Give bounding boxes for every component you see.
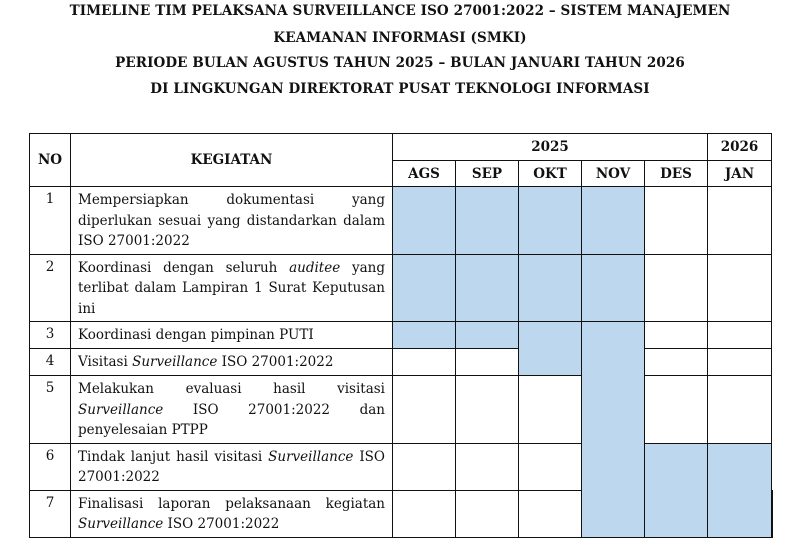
cell-sep-active: [456, 322, 519, 349]
activity-text: yang terlibat dalam Lampiran 1 Surat Keputusan ini: [78, 259, 385, 317]
activity-cell: [71, 443, 393, 490]
cell-des: [645, 349, 708, 376]
cell-nov: [772, 490, 773, 537]
cell-jan: [708, 254, 772, 322]
cell-ags: [393, 349, 456, 376]
cell-ags-active: [393, 254, 456, 322]
cell-ags: [393, 376, 456, 444]
cell-sep: [456, 349, 519, 376]
activity-text: ISO 27001:2022 dan penyelesaian PTPP: [78, 401, 385, 438]
cell-des: [645, 322, 708, 349]
cell-des: [645, 187, 708, 255]
cell-nov-active-merged: [582, 322, 645, 538]
header-month-jan: JAN: [708, 161, 772, 187]
activity-cell: [71, 254, 393, 322]
cell-jan-active-merged: [708, 443, 772, 537]
cell-okt-active: [519, 254, 582, 322]
activity-cell: [71, 187, 393, 255]
row-number: 3: [30, 322, 71, 349]
row-number: 2: [30, 254, 71, 322]
cell-okt: [519, 490, 582, 537]
activity-text-italic: Surveillance: [132, 354, 218, 370]
activity-cell: [71, 349, 393, 376]
header-month-sep: SEP: [456, 161, 519, 187]
activity-cell: [71, 490, 393, 537]
cell-nov-active: [582, 254, 645, 322]
table-row: [30, 376, 773, 444]
cell-okt: [519, 443, 582, 490]
cell-jan: [708, 322, 772, 349]
activity-cell: [71, 376, 393, 444]
header-activity: KEGIATAN: [71, 134, 393, 187]
table-row: [30, 322, 773, 349]
cell-des-active-merged: [645, 443, 708, 537]
activity-cell: [71, 322, 393, 349]
activity-text: Tindak lanjut hasil visitasi: [78, 448, 269, 465]
document-title-period: PERIODE BULAN AGUSTUS TAHUN 2025 – BULAN JANUARI TAHUN 2026: [115, 55, 685, 71]
header-month-des: DES: [645, 161, 708, 187]
cell-sep: [456, 443, 519, 490]
activity-text-italic: Surveillance: [268, 448, 354, 465]
header-year-2025: 2025: [393, 134, 708, 161]
timeline-table: [29, 133, 773, 538]
cell-jan: [708, 187, 772, 255]
table-row: [30, 443, 773, 490]
cell-des: [645, 254, 708, 322]
cell-jan: [708, 376, 772, 444]
cell-ags-active: [393, 322, 456, 349]
cell-nov-active: [582, 187, 645, 255]
activity-text: ISO 27001:2022: [217, 354, 334, 370]
document-title-line-1: TIMELINE TIM PELAKSANA SURVEILLANCE ISO 27001:2022 – SISTEM MANAJEMEN: [69, 3, 731, 19]
header-month-ags: AGS: [393, 161, 456, 187]
header-no: NO: [30, 134, 71, 187]
activity-text: Visitasi: [78, 354, 133, 370]
header-year-2026: 2026: [708, 134, 772, 161]
activity-text: Koordinasi dengan pimpinan PUTI: [78, 327, 314, 343]
cell-okt: [519, 376, 582, 444]
cell-sep-active: [456, 254, 519, 322]
table-row: [30, 254, 773, 322]
row-number: 4: [30, 349, 71, 376]
row-number: 6: [30, 443, 71, 490]
cell-ags: [393, 490, 456, 537]
document-title-unit: DI LINGKUNGAN DIREKTORAT PUSAT TEKNOLOGI INFORMASI: [150, 81, 650, 97]
cell-sep-active: [456, 187, 519, 255]
row-number: 1: [30, 187, 71, 255]
activity-text: ISO 27001:2022: [78, 448, 385, 485]
activity-text: Mempersiapkan dokumentasi yang diperlukan sesuai yang distandarkan dalam ISO 27001:2022: [78, 192, 385, 249]
activity-text-italic: Surveillance: [78, 401, 164, 418]
cell-jan: [708, 349, 772, 376]
cell-sep: [456, 376, 519, 444]
activity-text: Finalisasi laporan pelaksanaan kegiatan: [78, 495, 385, 512]
cell-okt-active: [519, 187, 582, 255]
activity-text: ISO 27001:2022: [163, 516, 280, 532]
cell-ags: [393, 443, 456, 490]
document-title-line-2: KEAMANAN INFORMASI (SMKI): [273, 30, 527, 46]
activity-text: Melakukan evaluasi hasil visitasi: [78, 381, 385, 397]
cell-ags-active: [393, 187, 456, 255]
activity-text: Koordinasi dengan seluruh: [78, 259, 290, 276]
cell-okt-active-merged: [519, 322, 582, 376]
table-row: [30, 187, 773, 255]
row-number: 7: [30, 490, 71, 537]
table-row: [30, 349, 773, 376]
cell-des: [645, 376, 708, 444]
activity-text-italic: Surveillance: [78, 516, 164, 532]
row-number: 5: [30, 376, 71, 444]
activity-text-italic: auditee: [289, 259, 341, 276]
cell-sep: [456, 490, 519, 537]
header-month-okt: OKT: [519, 161, 582, 187]
header-month-nov: NOV: [582, 161, 645, 187]
